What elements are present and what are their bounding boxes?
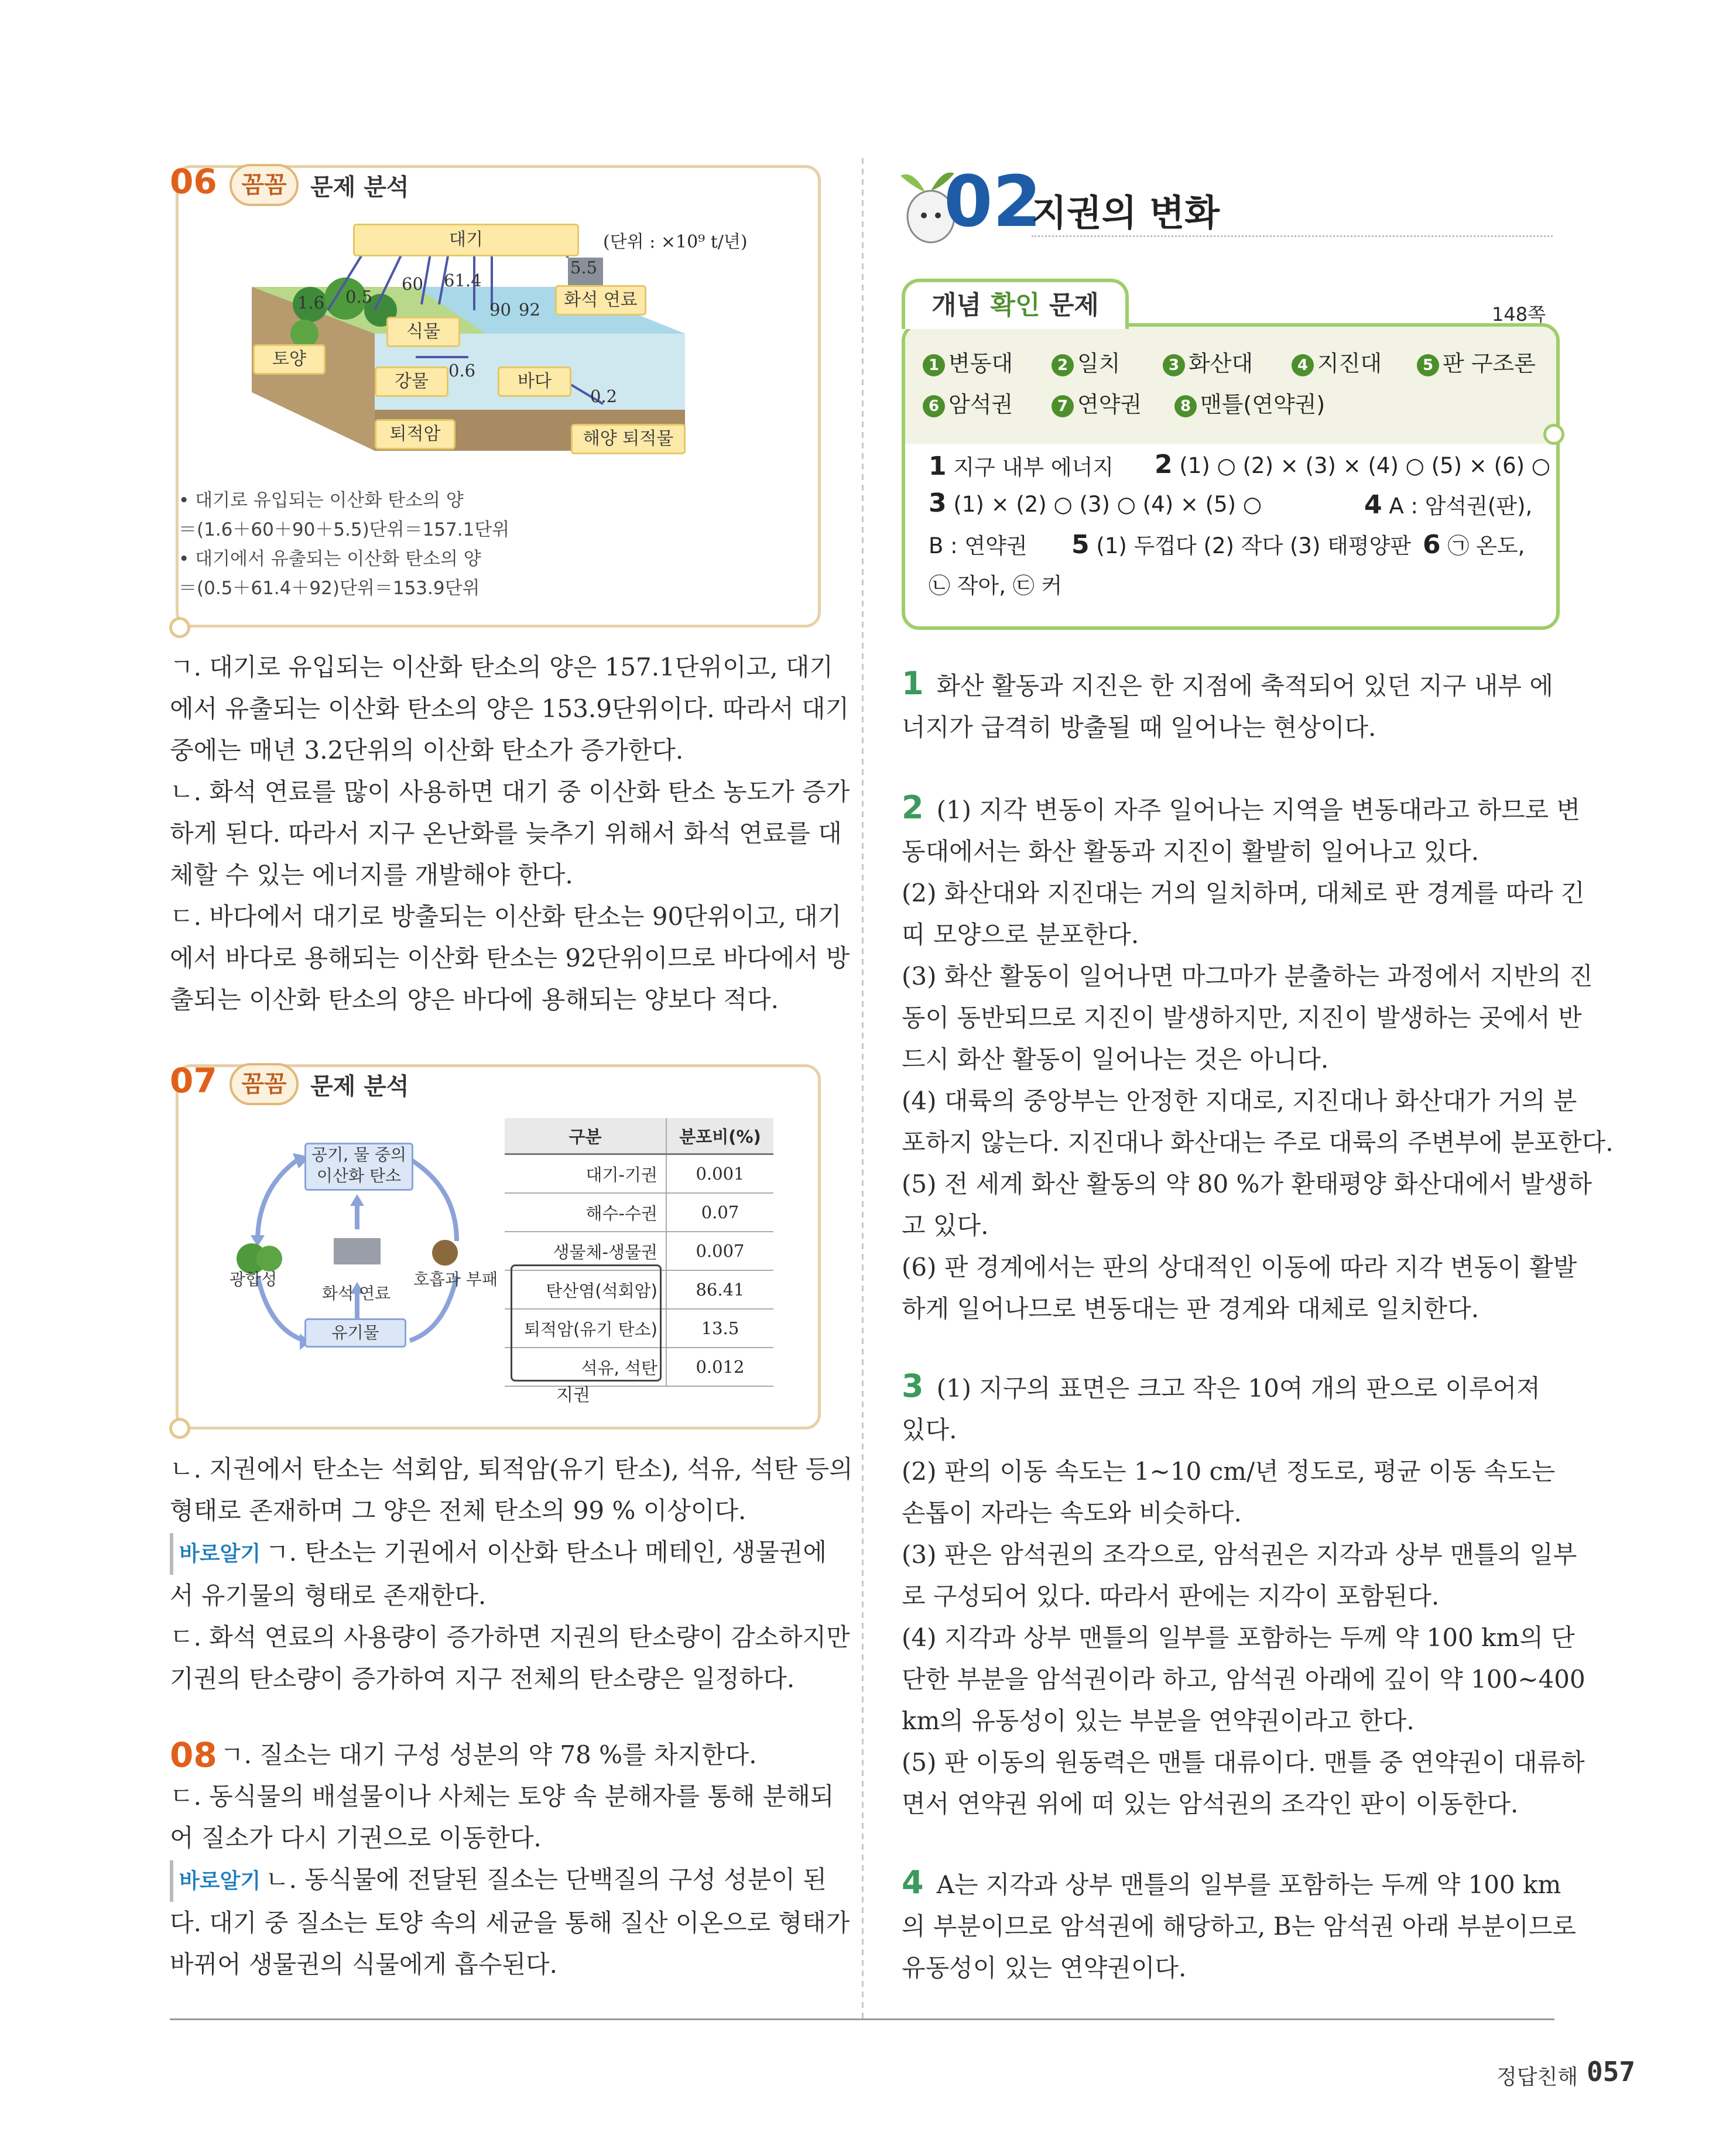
table-header: 구분: [505, 1118, 666, 1154]
table-cell: 0.012: [666, 1348, 773, 1386]
text-line: A는 지각과 상부 맨틀의 일부를 포함하는 두께 약 100 km: [936, 1870, 1561, 1899]
text-line: (3) 화산 활동이 일어나면 마그마가 분출하는 과정에서 지반의 진: [902, 962, 1593, 990]
table-cell: 석유, 석탄: [505, 1348, 666, 1386]
flow-value: 5.5: [570, 258, 598, 277]
term-item: [1052, 386, 1142, 419]
tab-text: 개념: [931, 290, 991, 320]
flow-value: 90: [489, 300, 511, 320]
q06-bullet: ＝(1.6＋60＋90＋5.5)단위＝157.1단위: [179, 519, 510, 540]
text-line: [902, 663, 1553, 707]
text-line: (5) 판 이동의 원동력은 맨틀 대류이다. 맨틀 중 연약권이 대류하: [902, 1748, 1585, 1777]
answer-text: A : 암석권(판),: [1389, 493, 1533, 519]
q06-box-title: 문제 분석: [310, 174, 409, 201]
table-row: [505, 1154, 773, 1194]
fossil-fuel-label: 화석 연료: [322, 1284, 391, 1303]
text-line: 다. 대기 중 질소는 토양 속의 세균을 통해 질산 이온으로 형태가: [170, 1908, 850, 1937]
table-cell: 대기-기권: [505, 1154, 666, 1194]
answer-number: 3: [929, 488, 947, 518]
tab-text-highlight: 확인: [990, 290, 1040, 320]
box-dot: [1543, 424, 1564, 445]
explanation-number: 3: [902, 1367, 924, 1404]
column-divider: [862, 158, 864, 2020]
answer-6b: ㉡ 작아, ㉢ 커: [929, 573, 1063, 598]
answer-text: (1) × (2) ○ (3) ○ (4) × (5) ○: [953, 492, 1262, 517]
text-line: ㄱ. 대기로 유입되는 이산화 탄소의 양은 157.1단위이고, 대기: [170, 653, 833, 681]
text-line: 어 질소가 다시 기권으로 이동한다.: [170, 1823, 542, 1852]
correction-tag: 바로알기: [170, 1860, 261, 1902]
table-cell: 퇴적암(유기 탄소): [505, 1309, 666, 1348]
text-line: ㄷ. 화석 연료의 사용량이 증가하면 지권의 탄소량이 감소하지만: [170, 1623, 850, 1651]
text-line: (4) 대륙의 중앙부는 안정한 지대로, 지진대나 화산대가 거의 분: [902, 1086, 1577, 1115]
text-line: ㄴ. 화석 연료를 많이 사용하면 대기 중 이산화 탄소 농도가 증가: [170, 777, 850, 806]
text-line: 유동성이 있는 연약권이다.: [902, 1953, 1187, 1982]
geosphere-label: 지권: [556, 1385, 590, 1406]
table-header: 분포비(%): [666, 1118, 773, 1154]
text-line: (2) 판의 이동 속도는 1~10 cm/년 정도로, 평균 이동 속도는: [902, 1457, 1556, 1486]
answer-4: [1364, 488, 1532, 520]
text-line: 화산 활동과 지진은 한 지점에 축적되어 있던 지구 내부 에: [936, 671, 1553, 700]
answer-text: 지구 내부 에너지: [953, 455, 1114, 480]
unit-title-underline: [1032, 235, 1553, 237]
text-line: 포하지 않는다. 지진대나 화산대는 주로 대륙의 주변부에 분포한다.: [902, 1128, 1614, 1157]
river-label: 강물: [375, 366, 448, 397]
q06-bullet: ＝(0.5＋61.4＋92)단위＝153.9단위: [179, 578, 480, 599]
term-item: [1163, 345, 1253, 378]
photosynthesis-label: 광합성: [230, 1270, 278, 1289]
term-text: 지진대: [1317, 351, 1382, 376]
answer-2: [1155, 450, 1550, 479]
number-badge: 8: [1174, 395, 1197, 417]
term-text: 일치: [1077, 351, 1121, 376]
atmospheric-co2-box: 공기, 물 중의 이산화 탄소: [304, 1143, 413, 1191]
text-line: 서 유기물의 형태로 존재한다.: [170, 1581, 487, 1610]
answer-4b: B : 연약권: [929, 533, 1028, 558]
table-row: [505, 1193, 773, 1232]
term-item: [1292, 345, 1382, 378]
text-line: 단한 부분을 암석권이라 하고, 암석권 아래에 깊이 약 100~400: [902, 1665, 1585, 1694]
term-text: 연약권: [1077, 392, 1142, 417]
text-line: 로 구성되어 있다. 따라서 판에는 지각이 포함된다.: [902, 1582, 1440, 1610]
page-reference: 148쪽: [1492, 303, 1546, 325]
q08-number: 08: [170, 1735, 217, 1775]
text-line: 면서 연약권 위에 떠 있는 암석권의 조각인 판이 이동한다.: [902, 1790, 1519, 1818]
text-line: ㄴ. 지권에서 탄소는 석회암, 퇴적암(유기 탄소), 석유, 석탄 등의: [170, 1455, 853, 1483]
flow-value: 60: [402, 274, 423, 294]
text-line: ㄷ. 동식물의 배설물이나 사체는 토양 속 분해자를 통해 분해되: [170, 1782, 834, 1811]
q07-number: 07: [170, 1061, 217, 1101]
text-line: 동이 동반되므로 지진이 발생하지만, 지진이 발생하는 곳에서 반: [902, 1003, 1582, 1032]
text-line: 의 부분이므로 암석권에 해당하고, B는 암석권 아래 부분이므로: [902, 1912, 1576, 1941]
unit-title: 지권의 변화: [1032, 191, 1220, 234]
answer-5: [1071, 528, 1411, 560]
table-cell: 0.007: [666, 1232, 773, 1270]
text-line: km의 유동성이 있는 부분을 연약권이라고 한다.: [902, 1706, 1415, 1735]
flow-value: 0.2: [590, 386, 618, 406]
text-line: ㄱ. 탄소는 기권에서 이산화 탄소나 메테인, 생물권에: [265, 1538, 827, 1567]
number-badge: 7: [1052, 395, 1074, 417]
explanation-number: 1: [902, 665, 924, 702]
number-badge: 4: [1292, 354, 1314, 376]
explanation-1: [902, 663, 1553, 748]
table-cell: 생물체-생물권: [505, 1232, 666, 1270]
text-line: (3) 판은 암석권의 조각으로, 암석권은 지각과 상부 맨틀의 일부: [902, 1540, 1577, 1569]
footer-label: 정답친해: [1496, 2065, 1578, 2089]
explanation-number: 4: [902, 1864, 924, 1901]
q07-box-title: 문제 분석: [310, 1073, 409, 1100]
text-line: (5) 전 세계 화산 활동의 약 80 %가 환태평양 화산대에서 발생하: [902, 1170, 1592, 1198]
term-text: 판 구조론: [1443, 351, 1536, 376]
text-line: (1) 지구의 표면은 크고 작은 10여 개의 판으로 이루어져: [936, 1374, 1540, 1403]
organic-matter-box: 유기물: [304, 1318, 406, 1348]
text-line: [170, 1859, 850, 1902]
answer-text: ㉠ 온도,: [1447, 533, 1525, 558]
bottom-rule: [170, 2018, 1554, 2020]
table-cell: 해수-수권: [505, 1193, 666, 1232]
q07-badge: 꼼꼼: [230, 1063, 299, 1105]
page-number: 057: [1587, 2056, 1636, 2088]
term-item: [1174, 386, 1325, 419]
soil-label: 토양: [253, 344, 326, 375]
text-line: 띠 모양으로 분포한다.: [902, 920, 1139, 949]
text-line: (4) 지각과 상부 맨틀의 일부를 포함하는 두께 약 100 km의 단: [902, 1623, 1575, 1652]
text-line: 하게 일어나므로 변동대는 판 경계와 대체로 일치한다.: [902, 1294, 1479, 1323]
flow-value: 92: [519, 300, 540, 320]
text-line: [902, 787, 1614, 831]
answer-6: [1423, 528, 1525, 560]
correction-tag: 바로알기: [170, 1533, 261, 1575]
geosphere-bracket: [511, 1264, 662, 1382]
respiration-decay-label: 호흡과 부패: [413, 1270, 498, 1289]
q06-bullet: • 대기에서 유출되는 이산화 탄소의 양: [179, 549, 481, 570]
number-badge: 5: [1417, 354, 1439, 376]
explanation-3: [902, 1365, 1585, 1825]
term-text: 변동대: [948, 351, 1013, 376]
answer-text: (1) ○ (2) × (3) × (4) ○ (5) × (6) ○: [1179, 453, 1551, 478]
answer-number: 1: [929, 451, 947, 481]
answer-number: 4: [1364, 490, 1382, 520]
sedimentary-rock-label: 퇴적암: [375, 419, 455, 450]
answer-number: 2: [1155, 450, 1173, 479]
explanation-2: [902, 787, 1614, 1329]
answer-1: [929, 450, 1114, 481]
text-line: 드시 화산 활동이 일어나는 것은 아니다.: [902, 1045, 1329, 1074]
explanation-number: 2: [902, 789, 924, 826]
flow-value: 0.5: [345, 287, 373, 307]
text-line: ㄷ. 바다에서 대기로 방출되는 이산화 탄소는 90단위이고, 대기: [170, 902, 842, 931]
answer-text: (1) 두껍다 (2) 작다 (3) 태평양판: [1096, 533, 1412, 558]
text-line: ㄴ. 동식물에 전달된 질소는 단백질의 구성 성분이 된: [265, 1865, 827, 1894]
flow-value: 1.6: [297, 293, 325, 313]
text-line: (6) 판 경계에서는 판의 상대적인 이동에 따라 지각 변동이 활발: [902, 1253, 1577, 1281]
term-item: [923, 386, 1013, 419]
q07-explanation: [170, 1448, 853, 1699]
atmosphere-label: 대기: [353, 224, 579, 256]
number-badge: 3: [1163, 354, 1185, 376]
text-line: 너지가 급격히 방출될 때 일어나는 현상이다.: [902, 713, 1376, 742]
answer-number: 5: [1071, 530, 1090, 560]
answer-number: 6: [1423, 530, 1441, 560]
text-line: 출되는 이산화 탄소의 양은 바다에 용해되는 양보다 적다.: [170, 985, 779, 1014]
q06-explanation: [170, 646, 850, 1020]
text-line: 있다.: [902, 1415, 957, 1444]
text-line: 중에는 매년 3.2단위의 이산화 탄소가 증가한다.: [170, 736, 684, 765]
term-text: 암석권: [948, 392, 1013, 417]
term-item: [1052, 345, 1120, 378]
text-line: 형태로 존재하며 그 양은 전체 탄소의 99 % 이상이다.: [170, 1496, 746, 1525]
unit-label: (단위 : ×10⁹ t/년): [603, 232, 748, 252]
table-cell: 0.001: [666, 1154, 773, 1194]
term-text: 화산대: [1189, 351, 1254, 376]
text-line: 에서 바다로 용해되는 이산화 탄소는 92단위이므로 바다에서 방: [170, 944, 850, 972]
ocean-sediment-label: 해양 퇴적물: [571, 424, 686, 454]
q08-explanation: [170, 1734, 850, 1985]
fossil-fuel-label: 화석 연료: [555, 285, 646, 316]
box-dot: [169, 617, 190, 638]
box-dot: [169, 1418, 190, 1439]
table-cell: 탄산염(석회암): [505, 1270, 666, 1309]
text-line: 하게 된다. 따라서 지구 온난화를 늦추기 위해서 화석 연료를 대: [170, 819, 842, 848]
text-line: 동대에서는 화산 활동과 지진이 활발히 일어나고 있다.: [902, 837, 1479, 866]
answer-3: [929, 488, 1262, 518]
text-line: (1) 지각 변동이 자주 일어나는 지역을 변동대라고 하므로 변: [936, 796, 1581, 824]
text-line: 고 있다.: [902, 1211, 989, 1240]
flow-value: 61.4: [444, 270, 482, 290]
tab-text: 문제: [1040, 290, 1099, 320]
unit-number: 02: [944, 162, 1042, 243]
flow-value: 0.6: [448, 361, 476, 381]
text-line: ㄱ. 질소는 대기 구성 성분의 약 78 %를 차지한다.: [220, 1740, 757, 1769]
explanation-4: [902, 1862, 1576, 1989]
plant-label: 식물: [386, 317, 460, 347]
term-item: [1417, 345, 1536, 378]
number-badge: 2: [1052, 354, 1074, 376]
concept-terms-panel: [905, 327, 1556, 444]
text-line: (2) 화산대와 지진대는 거의 일치하며, 대체로 판 경계를 따라 긴: [902, 879, 1585, 907]
number-badge: 6: [923, 395, 945, 417]
text-line: 에서 유출되는 이산화 탄소의 양은 153.9단위이다. 따라서 대기: [170, 694, 850, 723]
term-item: [923, 345, 1013, 378]
sea-label: 바다: [498, 366, 571, 397]
text-line: [170, 1531, 853, 1575]
text-line: 기권의 탄소량이 증가하여 지구 전체의 탄소량은 일정하다.: [170, 1664, 795, 1693]
q06-bullet: • 대기로 유입되는 이산화 탄소의 양: [179, 490, 464, 511]
text-line: 체할 수 있는 에너지를 개발해야 한다.: [170, 861, 573, 889]
q06-badge: 꼼꼼: [230, 164, 299, 206]
table-cell: 13.5: [666, 1309, 773, 1348]
text-line: [902, 1862, 1576, 1905]
text-line: 바뀌어 생물권의 식물에게 흡수된다.: [170, 1950, 557, 1979]
term-text: 맨틀(연약권): [1200, 392, 1326, 417]
concept-check-tab: [902, 279, 1129, 329]
text-line: 손톱이 자라는 속도와 비슷하다.: [902, 1499, 1242, 1527]
text-line: [902, 1365, 1585, 1409]
table-cell: 86.41: [666, 1270, 773, 1309]
table-cell: 0.07: [666, 1193, 773, 1232]
number-badge: 1: [923, 354, 945, 376]
q06-number: 06: [170, 162, 217, 201]
